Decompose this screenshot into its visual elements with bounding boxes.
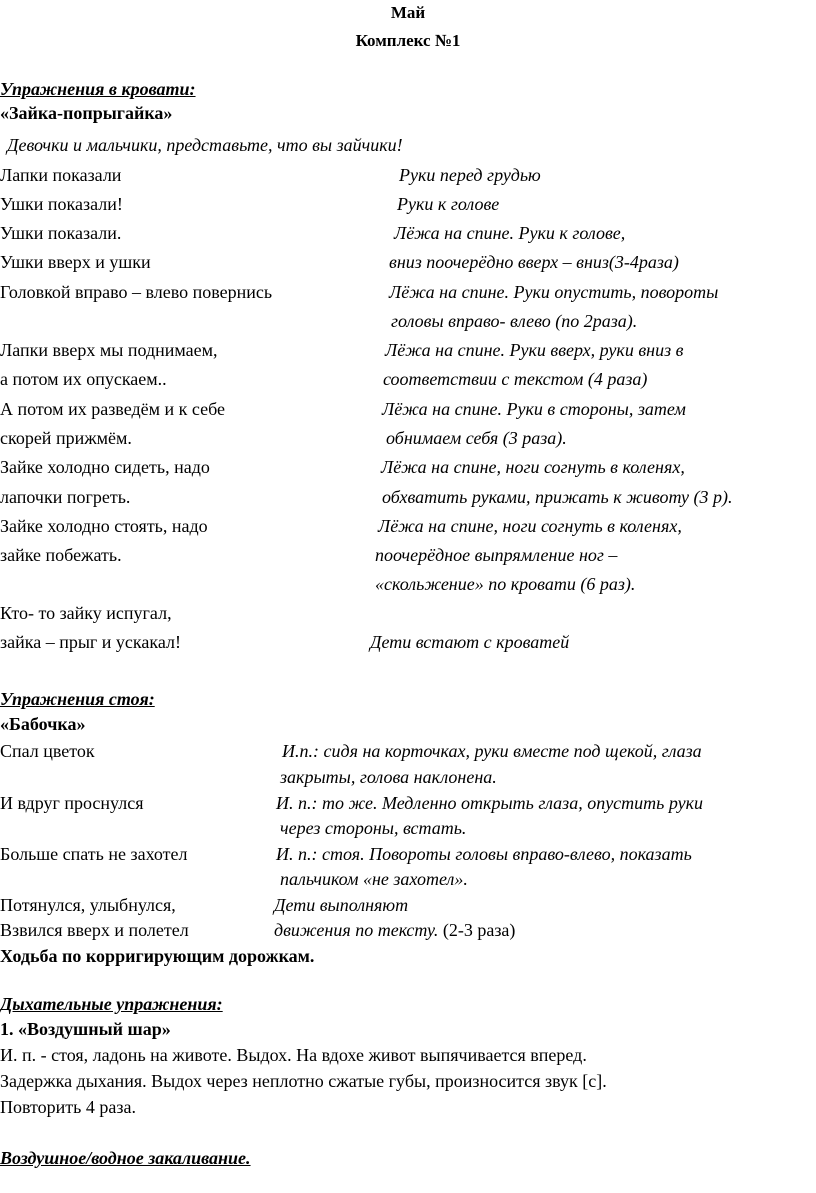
- verse-line: Ушки вверх и ушки: [0, 252, 151, 272]
- verse-line: Взвился вверх и полетел: [0, 920, 189, 940]
- verse-line: Кто- то зайку испугал,: [0, 603, 172, 623]
- instruction-line: [274, 919, 515, 941]
- instruction-line: соответствии с текстом (4 раза): [383, 369, 648, 389]
- breathing-line: Повторить 4 раза.: [0, 1097, 136, 1117]
- instruction-line: Лёжа на спине. Руки к голове,: [394, 223, 626, 243]
- instruction-line: головы вправо- влево (по 2раза).: [391, 311, 638, 331]
- instruction-line: Лёжа на спине. Руки вверх, руки вниз в: [385, 340, 684, 360]
- instruction-line: обнимаем себя (3 раза).: [386, 428, 567, 448]
- instruction-line: Лёжа на спине, ноги согнуть в коленях,: [381, 457, 685, 477]
- instruction-line: вниз поочерёдно вверх – вниз(3-4раза): [389, 252, 679, 272]
- instruction-line: закрыты, голова наклонена.: [280, 767, 497, 787]
- standing-section-heading: Упражнения стоя:: [0, 689, 155, 709]
- breathing-exercise-title: 1. «Воздушный шар»: [0, 1019, 171, 1039]
- standing-exercise-title: «Бабочка»: [0, 714, 86, 734]
- verse-line: Зайке холодно сидеть, надо: [0, 457, 210, 477]
- instruction-line: И.п.: сидя на корточках, руки вместе под щекой, глаза: [282, 741, 702, 761]
- walking-line: Ходьба по корригирующим дорожкам.: [0, 946, 315, 966]
- verse-line: И вдруг проснулся: [0, 793, 144, 813]
- repeat-count: (2-3 раза): [442, 920, 516, 940]
- breathing-line: И. п. - стоя, ладонь на животе. Выдох. На вдохе живот выпячивается вперед.: [0, 1045, 587, 1065]
- hardening-heading: Воздушное/водное закаливание.: [0, 1148, 251, 1168]
- breathing-line: Задержка дыхания. Выдох через неплотно сжатые губы, произносится звук [с].: [0, 1071, 607, 1091]
- instruction-line: Дети выполняют: [274, 895, 409, 915]
- instruction-line: И. п.: то же. Медленно открыть глаза, опустить руки: [276, 793, 704, 813]
- verse-line: а потом их опускаем..: [0, 369, 167, 389]
- verse-line: лапочки погреть.: [0, 487, 131, 507]
- verse-line: Лапки показали: [0, 165, 122, 185]
- instruction-line: Дети встают с кроватей: [370, 632, 570, 652]
- verse-line: Потянулся, улыбнулся,: [0, 895, 176, 915]
- verse-line: Больше спать не захотел: [0, 844, 188, 864]
- instruction-line: через стороны, встать.: [280, 818, 467, 838]
- complex-title: Комплекс №1: [355, 31, 461, 50]
- verse-line: зайке побежать.: [0, 545, 122, 565]
- instruction-text: движения по тексту.: [274, 920, 439, 940]
- verse-line: А потом их разведём и к себе: [0, 399, 225, 419]
- verse-line: зайка – прыг и ускакал!: [0, 632, 181, 652]
- bed-section-heading: Упражнения в кровати:: [0, 79, 196, 99]
- verse-line: Головкой вправо – влево повернись: [0, 282, 273, 302]
- instruction-line: поочерёдное выпрямление ног –: [375, 545, 618, 565]
- bed-intro: Девочки и мальчики, представьте, что вы зайчики!: [7, 135, 403, 155]
- month-title: Май: [390, 3, 426, 22]
- instruction-line: Лёжа на спине. Руки опустить, повороты: [389, 282, 719, 302]
- verse-line: скорей прижмём.: [0, 428, 132, 448]
- instruction-line: И. п.: стоя. Повороты головы вправо-влево, показать: [276, 844, 692, 864]
- instruction-line: Лёжа на спине. Руки в стороны, затем: [382, 399, 686, 419]
- verse-line: Ушки показали!: [0, 194, 123, 214]
- verse-line: Спал цветок: [0, 741, 95, 761]
- instruction-line: обхватить руками, прижать к животу (3 р).: [382, 487, 733, 507]
- instruction-line: Лёжа на спине, ноги согнуть в коленях,: [378, 516, 682, 536]
- breathing-section-heading: Дыхательные упражнения:: [0, 994, 223, 1014]
- instruction-line: Руки к голове: [397, 194, 500, 214]
- bed-exercise-title: «Зайка-попрыгайка»: [0, 103, 173, 123]
- verse-line: Лапки вверх мы поднимаем,: [0, 340, 218, 360]
- instruction-line: Руки перед грудью: [399, 165, 541, 185]
- verse-line: Ушки показали.: [0, 223, 122, 243]
- verse-line: Зайке холодно стоять, надо: [0, 516, 208, 536]
- instruction-line: пальчиком «не захотел».: [280, 869, 468, 889]
- instruction-line: «скольжение» по кровати (6 раз).: [375, 574, 636, 594]
